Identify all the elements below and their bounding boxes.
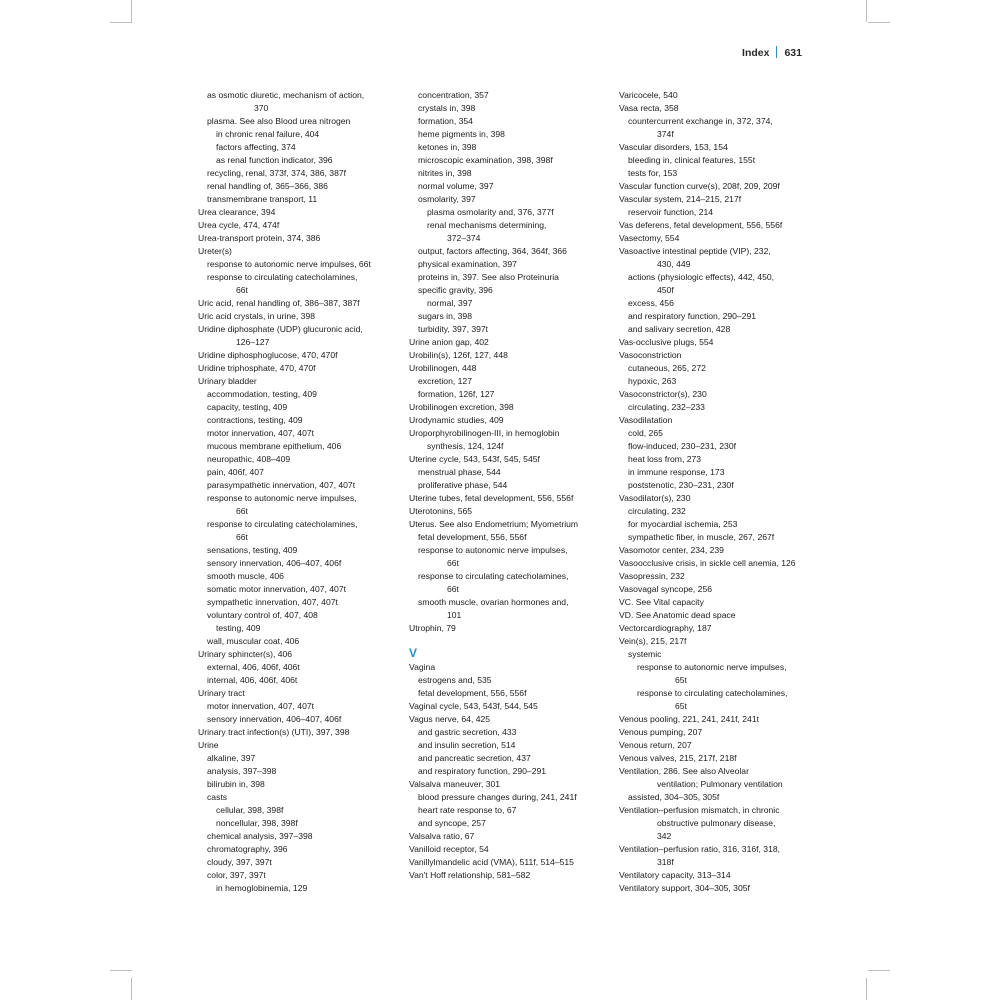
- index-entry: Ventilation–perfusion mismatch, in chronic: [619, 805, 780, 815]
- index-entry: Vascular system, 214–215, 217f: [619, 194, 742, 204]
- index-subentry: pain, 406f, 407: [207, 467, 264, 477]
- index-subentry: concentration, 357: [418, 90, 489, 100]
- index-subentry: and salivary secretion, 428: [628, 324, 731, 334]
- index-subentry: transmembrane transport, 11: [207, 194, 318, 204]
- index-subentry: blood pressure changes during, 241, 241f: [418, 792, 577, 802]
- index-subentry: contractions, testing, 409: [207, 415, 303, 425]
- index-subentry: recycling, renal, 373f, 374, 386, 387f: [207, 168, 347, 178]
- index-subentry: cellular, 398, 398f: [216, 805, 284, 815]
- index-entry: Venous pooling, 221, 241, 241f, 241t: [619, 714, 760, 724]
- index-subentry: 101: [447, 610, 462, 620]
- index-subentry: for myocardial ischemia, 253: [628, 519, 738, 529]
- index-column-2: [409, 89, 609, 882]
- index-subentry: response to autonomic nerve impulses, 66t: [207, 259, 371, 269]
- index-entry: Ureter(s): [198, 246, 232, 256]
- crop-mark: [868, 22, 890, 23]
- crop-mark: [868, 970, 890, 971]
- index-subentry: sugars in, 398: [418, 311, 472, 321]
- crop-mark: [866, 0, 867, 22]
- index-entry: Valsalva ratio, 67: [409, 831, 475, 841]
- index-entry: Vascular function curve(s), 208f, 209, 209f: [619, 181, 780, 191]
- index-subentry: noncellular, 398, 398f: [216, 818, 298, 828]
- index-subentry: 66t: [447, 558, 459, 568]
- index-subentry: flow-induced, 230–231, 230f: [628, 441, 736, 451]
- index-subentry: 342: [657, 831, 672, 841]
- index-entry: Urobilinogen, 448: [409, 363, 477, 373]
- index-subentry: chromatography, 396: [207, 844, 288, 854]
- index-subentry: reservoir function, 214: [628, 207, 714, 217]
- index-subentry: as renal function indicator, 396: [216, 155, 333, 165]
- index-entry: VC. See Vital capacity: [619, 597, 704, 607]
- index-subentry: renal mechanisms determining,: [427, 220, 547, 230]
- index-entry: Vasovagal syncope, 256: [619, 584, 713, 594]
- index-subentry: alkaline, 397: [207, 753, 256, 763]
- index-subentry: and respiratory function, 290–291: [418, 766, 547, 776]
- index-subentry: circulating, 232: [628, 506, 686, 516]
- index-column-3: [619, 89, 819, 895]
- index-subentry: capacity, testing, 409: [207, 402, 288, 412]
- index-subentry: menstrual phase, 544: [418, 467, 501, 477]
- index-entry: Venous return, 207: [619, 740, 692, 750]
- index-subentry: ventilation; Pulmonary ventilation: [657, 779, 783, 789]
- index-entry: Vasoocclusive crisis, in sickle cell anemia, 126: [619, 558, 796, 568]
- index-subentry: response to circulating catecholamines,: [207, 272, 358, 282]
- index-entry: Venous valves, 215, 217f, 218f: [619, 753, 737, 763]
- index-subentry: external, 406, 406f, 406t: [207, 662, 300, 672]
- index-subentry: heme pigments in, 398: [418, 129, 505, 139]
- index-subentry: hypoxic, 263: [628, 376, 677, 386]
- index-subentry: 430, 449: [657, 259, 691, 269]
- index-subentry: bleeding in, clinical features, 155t: [628, 155, 756, 165]
- index-entry: Vanilloid receptor, 54: [409, 844, 489, 854]
- index-subentry: fetal development, 556, 556f: [418, 532, 527, 542]
- index-subentry: parasympathetic innervation, 407, 407t: [207, 480, 356, 490]
- index-entry: Urinary tract infection(s) (UTI), 397, 398: [198, 727, 350, 737]
- index-subentry: plasma. See also Blood urea nitrogen: [207, 116, 351, 126]
- index-entry: Ventilatory capacity, 313–314: [619, 870, 731, 880]
- index-entry: Vasoconstrictor(s), 230: [619, 389, 707, 399]
- index-subentry: and insulin secretion, 514: [418, 740, 516, 750]
- index-subentry: nitrites in, 398: [418, 168, 472, 178]
- index-subentry: proliferative phase, 544: [418, 480, 508, 490]
- index-entry: Uterotonins, 565: [409, 506, 473, 516]
- index-entry: Vas-occlusive plugs, 554: [619, 337, 714, 347]
- index-entry: Urobilinogen excretion, 398: [409, 402, 514, 412]
- index-subentry: 374f: [657, 129, 674, 139]
- running-header: [742, 46, 802, 59]
- index-subentry: 65t: [675, 675, 687, 685]
- index-subentry: 66t: [236, 532, 248, 542]
- index-subentry: turbidity, 397, 397t: [418, 324, 489, 334]
- index-subentry: in chronic renal failure, 404: [216, 129, 320, 139]
- index-subentry: renal handling of, 365–366, 386: [207, 181, 328, 191]
- index-subentry: poststenotic, 230–231, 230f: [628, 480, 734, 490]
- index-entry: Valsalva maneuver, 301: [409, 779, 501, 789]
- index-entry: Uridine diphosphate (UDP) glucuronic acid,: [198, 324, 363, 334]
- index-subentry: 450f: [657, 285, 674, 295]
- index-entry: Uric acid, renal handling of, 386–387, 387f: [198, 298, 360, 308]
- index-subentry: physical examination, 397: [418, 259, 517, 269]
- crop-mark: [866, 978, 867, 1000]
- index-subentry: mucous membrane epithelium, 406: [207, 441, 342, 451]
- index-subentry: motor innervation, 407, 407t: [207, 428, 315, 438]
- index-subentry: motor innervation, 407, 407t: [207, 701, 315, 711]
- index-entry: Urea clearance, 394: [198, 207, 276, 217]
- index-entry: Vasoactive intestinal peptide (VIP), 232,: [619, 246, 771, 256]
- index-entry: Urine: [198, 740, 219, 750]
- index-subentry: cutaneous, 265, 272: [628, 363, 706, 373]
- index-entry: Vasomotor center, 234, 239: [619, 545, 724, 555]
- index-entry: Vasodilatation: [619, 415, 673, 425]
- index-entry: Vasoconstriction: [619, 350, 682, 360]
- index-subentry: somatic motor innervation, 407, 407t: [207, 584, 347, 594]
- index-subentry: circulating, 232–233: [628, 402, 705, 412]
- index-subentry: 126–127: [236, 337, 270, 347]
- index-entry: VD. See Anatomic dead space: [619, 610, 736, 620]
- index-entry: Urea-transport protein, 374, 386: [198, 233, 321, 243]
- index-entry: Vascular disorders, 153, 154: [619, 142, 728, 152]
- index-subentry: bilirubin in, 398: [207, 779, 265, 789]
- index-subentry: 66t: [447, 584, 459, 594]
- index-subentry: and respiratory function, 290–291: [628, 311, 757, 321]
- index-subentry: formation, 354: [418, 116, 473, 126]
- index-subentry: 66t: [236, 506, 248, 516]
- index-subentry: output, factors affecting, 364, 364f, 366: [418, 246, 567, 256]
- index-entry: Urobilin(s), 126f, 127, 448: [409, 350, 508, 360]
- index-subentry: estrogens and, 535: [418, 675, 492, 685]
- index-entry: Urinary sphincter(s), 406: [198, 649, 293, 659]
- index-subentry: tests for, 153: [628, 168, 678, 178]
- index-subentry: internal, 406, 406f, 406t: [207, 675, 298, 685]
- index-subentry: and syncope, 257: [418, 818, 486, 828]
- index-subentry: smooth muscle, 406: [207, 571, 284, 581]
- index-subentry: 370: [254, 103, 269, 113]
- index-subentry: in hemoglobinemia, 129: [216, 883, 308, 893]
- index-subentry: casts: [207, 792, 228, 802]
- crop-mark: [131, 978, 132, 1000]
- index-subentry: response to circulating catecholamines,: [418, 571, 569, 581]
- index-subentry: synthesis, 124, 124f: [427, 441, 504, 451]
- page-number: 631: [784, 47, 802, 59]
- index-subentry: crystals in, 398: [418, 103, 476, 113]
- index-subentry: 318f: [657, 857, 674, 867]
- index-entry: Ventilation, 286. See also Alveolar: [619, 766, 749, 776]
- index-subentry: normal, 397: [427, 298, 473, 308]
- index-subentry: excretion, 127: [418, 376, 472, 386]
- index-subentry: response to autonomic nerve impulses,: [418, 545, 568, 555]
- index-subentry: response to autonomic nerve impulses,: [207, 493, 357, 503]
- index-subentry: and gastric secretion, 433: [418, 727, 517, 737]
- index-entry: Vaginal cycle, 543, 543f, 544, 545: [409, 701, 538, 711]
- index-entry: Urodynamic studies, 409: [409, 415, 504, 425]
- index-entry: Uroporphyrobilinogen-III, in hemoglobin: [409, 428, 560, 438]
- index-subentry: testing, 409: [216, 623, 261, 633]
- index-subentry: actions (physiologic effects), 442, 450,: [628, 272, 775, 282]
- index-entry: Vanillylmandelic acid (VMA), 511f, 514–515: [409, 857, 574, 867]
- index-entry: Vasa recta, 358: [619, 103, 679, 113]
- index-subentry: cold, 265: [628, 428, 663, 438]
- index-subentry: heat loss from, 273: [628, 454, 702, 464]
- index-subentry: sensations, testing, 409: [207, 545, 298, 555]
- index-entry: Vasopressin, 232: [619, 571, 685, 581]
- index-subentry: countercurrent exchange in, 372, 374,: [628, 116, 773, 126]
- index-subentry: smooth muscle, ovarian hormones and,: [418, 597, 569, 607]
- index-subentry: color, 397, 397t: [207, 870, 266, 880]
- index-subentry: sensory innervation, 406–407, 406f: [207, 558, 342, 568]
- index-subentry: wall, muscular coat, 406: [207, 636, 300, 646]
- index-subentry: accommodation, testing, 409: [207, 389, 317, 399]
- index-entry: Urea cycle, 474, 474f: [198, 220, 280, 230]
- index-entry: Vasectomy, 554: [619, 233, 680, 243]
- index-subentry: analysis, 397–398: [207, 766, 277, 776]
- crop-mark: [110, 970, 132, 971]
- index-entry: Venous pumping, 207: [619, 727, 703, 737]
- crop-mark: [110, 22, 132, 23]
- index-entry: Vectorcardiography, 187: [619, 623, 712, 633]
- index-entry: Uric acid crystals, in urine, 398: [198, 311, 316, 321]
- index-subentry: fetal development, 556, 556f: [418, 688, 527, 698]
- index-subentry: ketones in, 398: [418, 142, 477, 152]
- index-subentry: response to circulating catecholamines,: [207, 519, 358, 529]
- index-subentry: sympathetic innervation, 407, 407t: [207, 597, 338, 607]
- index-subentry: osmolarity, 397: [418, 194, 476, 204]
- index-subentry: 65t: [675, 701, 687, 711]
- index-entry: Uterine tubes, fetal development, 556, 556f: [409, 493, 574, 503]
- index-entry: Van't Hoff relationship, 581–582: [409, 870, 531, 880]
- index-entry: Vas deferens, fetal development, 556, 556f: [619, 220, 783, 230]
- crop-mark: [131, 0, 132, 22]
- index-subentry: obstructive pulmonary disease,: [657, 818, 776, 828]
- index-subentry: in immune response, 173: [628, 467, 725, 477]
- index-entry: Uridine triphosphate, 470, 470f: [198, 363, 316, 373]
- index-entry: Ventilatory support, 304–305, 305f: [619, 883, 750, 893]
- index-entry: Urinary tract: [198, 688, 245, 698]
- index-subentry: heart rate response to, 67: [418, 805, 517, 815]
- index-subentry: chemical analysis, 397–398: [207, 831, 313, 841]
- index-subentry: systemic: [628, 649, 662, 659]
- section-letter-heading: V: [409, 646, 418, 660]
- index-subentry: voluntary control of, 407, 408: [207, 610, 318, 620]
- section-gap: [409, 635, 609, 645]
- index-entry: Uterine cycle, 543, 543f, 545, 545f: [409, 454, 540, 464]
- index-subentry: response to autonomic nerve impulses,: [637, 662, 787, 672]
- header-divider: [776, 46, 777, 58]
- index-subentry: microscopic examination, 398, 398f: [418, 155, 553, 165]
- index-entry: Urine anion gap, 402: [409, 337, 489, 347]
- index-entry: Vein(s), 215, 217f: [619, 636, 687, 646]
- index-entry: Urinary bladder: [198, 376, 257, 386]
- index-subentry: 372–374: [447, 233, 481, 243]
- index-subentry: sympathetic fiber, in muscle, 267, 267f: [628, 532, 775, 542]
- index-subentry: formation, 126f, 127: [418, 389, 495, 399]
- section-title: Index: [742, 47, 770, 59]
- index-subentry: assisted, 304–305, 305f: [628, 792, 720, 802]
- index-entry: Utrophin, 79: [409, 623, 456, 633]
- index-subentry: factors affecting, 374: [216, 142, 296, 152]
- index-entry: Vagina: [409, 662, 436, 672]
- index-entry: Vasodilator(s), 230: [619, 493, 691, 503]
- index-subentry: excess, 456: [628, 298, 674, 308]
- index-entry: Uridine diphosphoglucose, 470, 470f: [198, 350, 338, 360]
- index-subentry: neuropathic, 408–409: [207, 454, 291, 464]
- index-entry: Ventilation–perfusion ratio, 316, 316f, 318,: [619, 844, 781, 854]
- index-subentry: and pancreatic secretion, 437: [418, 753, 531, 763]
- index-subentry: response to circulating catecholamines,: [637, 688, 788, 698]
- index-subentry: normal volume, 397: [418, 181, 494, 191]
- index-subentry: plasma osmolarity and, 376, 377f: [427, 207, 554, 217]
- index-column-1: [198, 89, 398, 895]
- index-subentry: as osmotic diuretic, mechanism of action,: [207, 90, 365, 100]
- index-entry: Varicocele, 540: [619, 90, 678, 100]
- index-subentry: 66t: [236, 285, 248, 295]
- index-subentry: sensory innervation, 406–407, 406f: [207, 714, 342, 724]
- index-entry: Uterus. See also Endometrium; Myometrium: [409, 519, 579, 529]
- index-entry: Vagus nerve, 64, 425: [409, 714, 491, 724]
- index-subentry: specific gravity, 396: [418, 285, 493, 295]
- index-subentry: proteins in, 397. See also Proteinuria: [418, 272, 559, 282]
- index-subentry: cloudy, 397, 397t: [207, 857, 272, 867]
